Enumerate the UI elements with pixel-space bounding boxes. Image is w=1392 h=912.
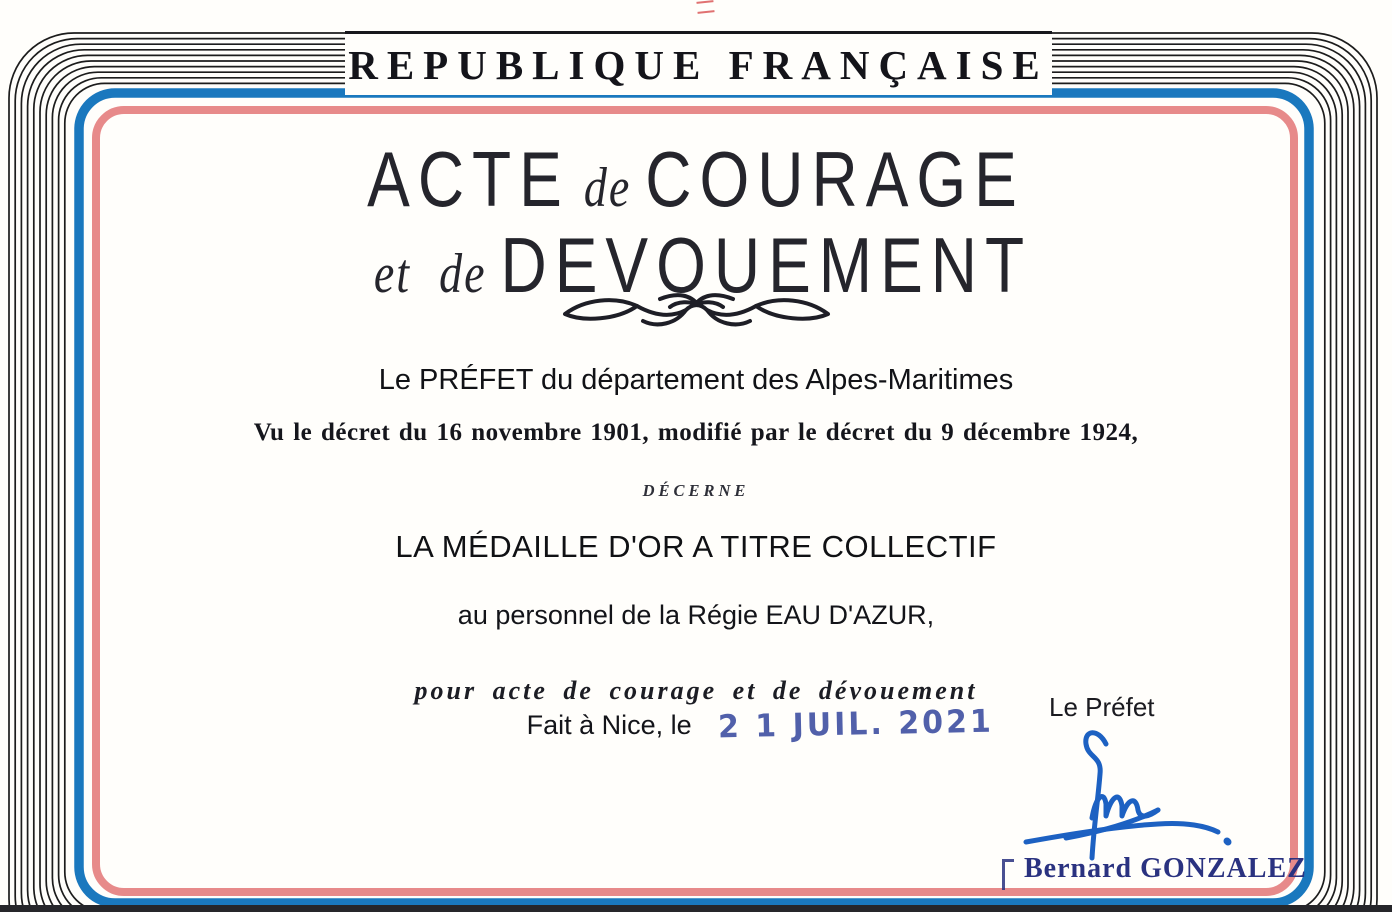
banner <box>345 31 1052 95</box>
title-sep-et: et <box>373 241 412 305</box>
signer-name: Bernard GONZALEZ <box>1024 853 1307 884</box>
motive-line: pour acte de courage et de dévouement <box>414 676 978 705</box>
title-sep-de2: de <box>439 241 487 305</box>
title-sep-de: de <box>583 155 632 219</box>
registration-mark <box>696 0 714 14</box>
signature-strokes <box>1026 733 1228 858</box>
decree-line: Vu le décret du 16 novembre 1901, modifié par le décret du 9 décembre 1924, <box>253 419 1139 446</box>
flourish-ornament-icon <box>559 288 834 336</box>
title-line-1 <box>100 134 1292 224</box>
banner-title: REPUBLIQUE FRANÇAISE <box>348 41 1049 88</box>
prefet-line: Le PRÉFET du département des Alpes-Maritimes <box>378 364 1014 396</box>
title-word-acte: ACTE <box>367 135 570 224</box>
signer-name-stamp <box>1002 853 1307 890</box>
flourish-ornament <box>100 288 1292 336</box>
signature-ink <box>1010 722 1245 864</box>
title-word-courage: COURAGE <box>645 135 1025 224</box>
date-stamp: 2 1 JUIL. 2021 <box>717 703 994 746</box>
prefet-role-label: Le Préfet <box>1049 692 1155 722</box>
stamp-bracket-mark <box>1002 859 1014 890</box>
medal-line: LA MÉDAILLE D'OR A TITRE COLLECTIF <box>395 529 997 564</box>
title-word-devouement: DEVOUEMENT <box>500 221 1033 310</box>
scanner-edge-strip <box>0 905 1392 912</box>
decerne-label: DÉCERNE <box>642 481 750 500</box>
recipient-line: au personnel de la Régie EAU D'AZUR, <box>457 600 935 630</box>
place-label: Fait à Nice, le <box>526 710 692 740</box>
